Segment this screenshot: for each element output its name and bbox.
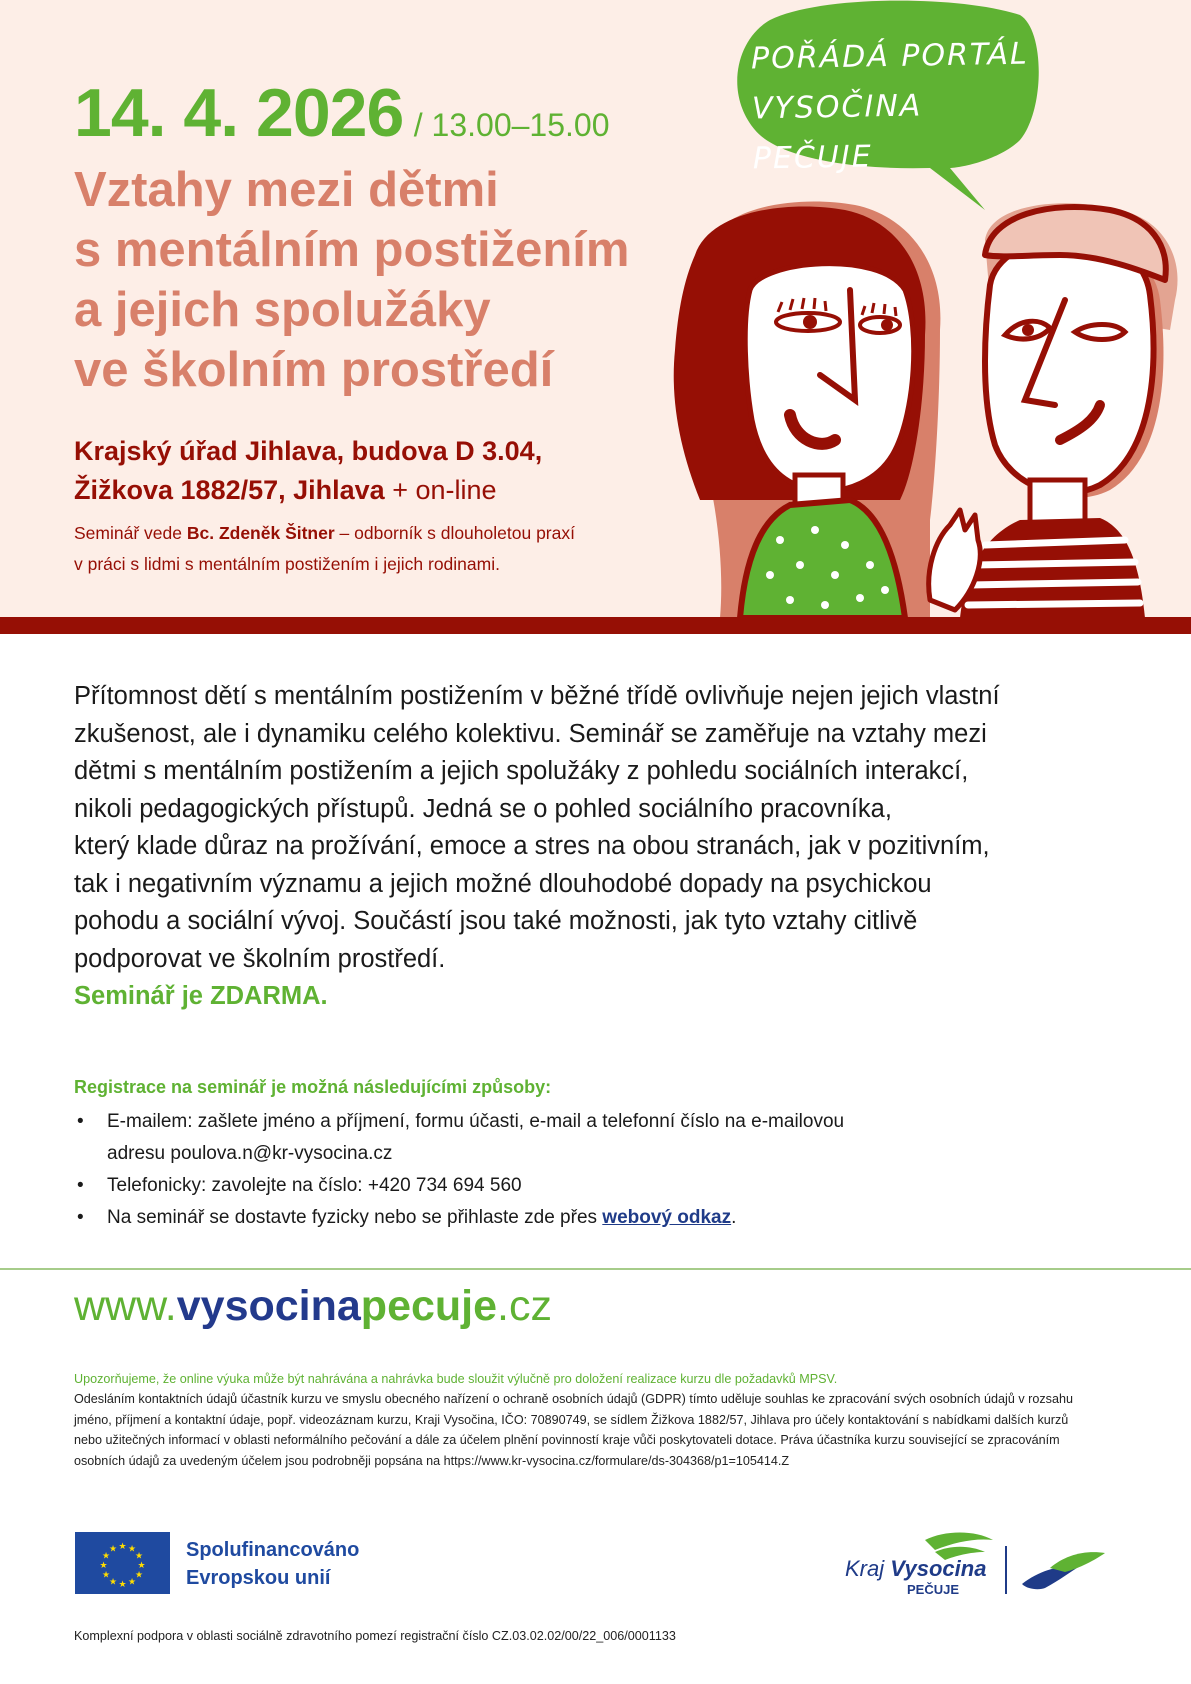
gdpr-line: jméno, příjmení a kontaktní údaje, popř. videozáznam kurzu, Kraji Vysočina, IČO: 70890749, se sídlem Žižkova 1882/57, Jihlava pro účely kontaktování s nabídkami dalších kurzů — [74, 1412, 1069, 1427]
venue-online: + on-line — [392, 475, 497, 505]
gdpr-text — [74, 1389, 1124, 1471]
bullet-icon: • — [77, 1111, 84, 1132]
eu-line-2: Evropskou unií — [186, 1567, 331, 1589]
registration-item-phone — [74, 1170, 1074, 1202]
gdpr-line: Odesláním kontaktních údajů účastník kurzu ve smyslu obecného nařízení o ochraně osobních údajů (GDPR) tímto uděluje souhlas ke zpracování svých osobních údajů v rozsahu — [74, 1392, 1073, 1406]
registration-heading: Registrace na seminář je možná následujícími způsoby: — [74, 1077, 552, 1097]
svg-text:★: ★ — [118, 1542, 127, 1552]
svg-text:★: ★ — [99, 1561, 108, 1571]
free-notice: Seminář je ZDARMA. — [74, 982, 328, 1010]
registration-item-email — [74, 1106, 1074, 1170]
vysocina-label: Vysocina — [890, 1556, 987, 1581]
svg-text:★: ★ — [108, 1577, 118, 1588]
eu-flag-icon — [75, 1532, 170, 1594]
registration-list — [74, 1106, 1074, 1234]
url-www: www. — [74, 1282, 177, 1330]
speech-bubble-text — [751, 30, 1034, 185]
description-line: zkušenost, ale i dynamiku celého kolektivu. Seminář se zaměřuje na vztahy mezi — [74, 719, 987, 748]
seminar-description — [74, 678, 1134, 1016]
description-line: tak i negativním významu a jejich možné dlouhodobé dopady na psychickou — [74, 869, 932, 898]
venue-line-1: Krajský úřad Jihlava, budova D 3.04, — [74, 436, 543, 466]
description-line: podporovat ve školním prostředí. — [74, 944, 446, 973]
venue-line-2: Žižkova 1882/57, Jihlava — [74, 475, 385, 505]
lecturer-suffix: – odborník s dlouholetou praxí — [334, 523, 575, 543]
svg-text:★: ★ — [137, 1561, 146, 1571]
svg-text:★: ★ — [101, 1551, 111, 1562]
svg-text:★: ★ — [108, 1544, 118, 1555]
seminar-title — [74, 160, 714, 400]
description-line: pohodu a sociální vývoj. Součástí jsou také možnosti, jak tyto vztahy citlivě — [74, 907, 918, 935]
svg-text:★: ★ — [118, 1580, 127, 1590]
title-line: a jejich spolužáky — [74, 283, 491, 337]
email-line-2: adresu poulova.n@kr-vysocina.cz — [107, 1143, 393, 1164]
email-line-1: E-mailem: zašlete jméno a příjmení, formu účasti, e-mail a telefonní číslo na e-mailovou — [107, 1111, 845, 1132]
bullet-icon: • — [77, 1207, 84, 1228]
description-line: který klade důraz na prožívání, emoce a stres na obou stranách, jak v pozitivním, — [74, 832, 990, 860]
title-line: Vztahy mezi dětmi — [74, 163, 499, 217]
lecturer-prefix: Seminář vede — [74, 523, 187, 543]
bubble-line-2: VYSOČINA PEČUJE — [751, 88, 923, 177]
bullet-icon: • — [77, 1175, 84, 1196]
svg-text:★: ★ — [134, 1570, 144, 1581]
url-tld: .cz — [497, 1282, 552, 1330]
svg-text:★: ★ — [127, 1577, 137, 1588]
url-part-1: vysocina — [176, 1282, 361, 1330]
project-registration-number: Komplexní podpora v oblasti sociálně zdravotního pomezí registrační číslo CZ.03.02.02/00/22_006/0001133 — [74, 1629, 676, 1643]
section-divider — [0, 1268, 1191, 1270]
description-line: Přítomnost dětí s mentálním postižením v běžné třídě ovlivňuje nejen jejich vlastní — [74, 682, 1000, 710]
event-date: 14. 4. 2026 — [74, 75, 404, 151]
title-line: ve školním prostředí — [74, 343, 554, 397]
url-part-2: pecuje — [360, 1282, 498, 1330]
registration-section — [74, 1074, 1074, 1234]
svg-text:★: ★ — [101, 1570, 111, 1581]
description-line: nikoli pedagogických přístupů. Jedná se o pohled sociálního pracovníka, — [74, 794, 892, 823]
bubble-line-1: POŘÁDÁ PORTÁL — [750, 36, 1029, 77]
recording-notice: Upozorňujeme, že online výuka může být nahrávána a nahrávka bude sloužit výlučně pro doložení realizace kurzu dle požadavků MPSV. — [74, 1372, 838, 1386]
event-time: / 13.00–15.00 — [413, 107, 610, 143]
web-suffix: . — [731, 1207, 737, 1228]
phone-line: Telefonicky: zavolejte na číslo: +420 734 694 560 — [107, 1175, 522, 1196]
kraj-vysocina-wordmark — [845, 1556, 986, 1582]
lecturer-line-2: v práci s lidmi s mentálním postižením i jejich rodinami. — [74, 554, 500, 574]
lecturer-info — [74, 518, 694, 580]
title-line: s mentálním postižením — [74, 223, 630, 277]
gdpr-line: nebo užitečných informací v oblasti neformálního pečování a dále za účelem plnění povinností kraje vůči poskytovateli dotace. Práva účastníka kurzu související se zpracováním — [74, 1433, 1060, 1447]
description-line: dětmi s mentálním postižením a jejich spolužáky z pohledu sociálních interakcí, — [74, 757, 969, 785]
hero-divider-bar — [0, 617, 1191, 634]
eu-line-1: Spolufinancováno — [186, 1539, 360, 1561]
lecturer-name: Bc. Zdeněk Šitner — [186, 523, 335, 543]
svg-text:★: ★ — [127, 1544, 137, 1555]
kraj-label: Kraj — [845, 1556, 885, 1581]
website-url[interactable] — [74, 1282, 552, 1331]
event-date-time — [74, 74, 610, 152]
web-prefix: Na seminář se dostavte fyzicky nebo se přihlaste zde přes — [107, 1207, 603, 1228]
pecuje-label: PEČUJE — [907, 1582, 960, 1597]
eu-cofunded-label — [186, 1536, 359, 1592]
venue — [74, 432, 674, 510]
svg-text:★: ★ — [134, 1551, 144, 1562]
registration-item-web — [74, 1202, 1074, 1234]
gdpr-line: osobních údajů za uvedeným účelem jsou podrobněji popsána na https://www.kr-vysocina.cz/formulare/ds-304368/p1=105414.Z — [74, 1453, 790, 1468]
web-link[interactable]: webový odkaz — [602, 1207, 732, 1228]
